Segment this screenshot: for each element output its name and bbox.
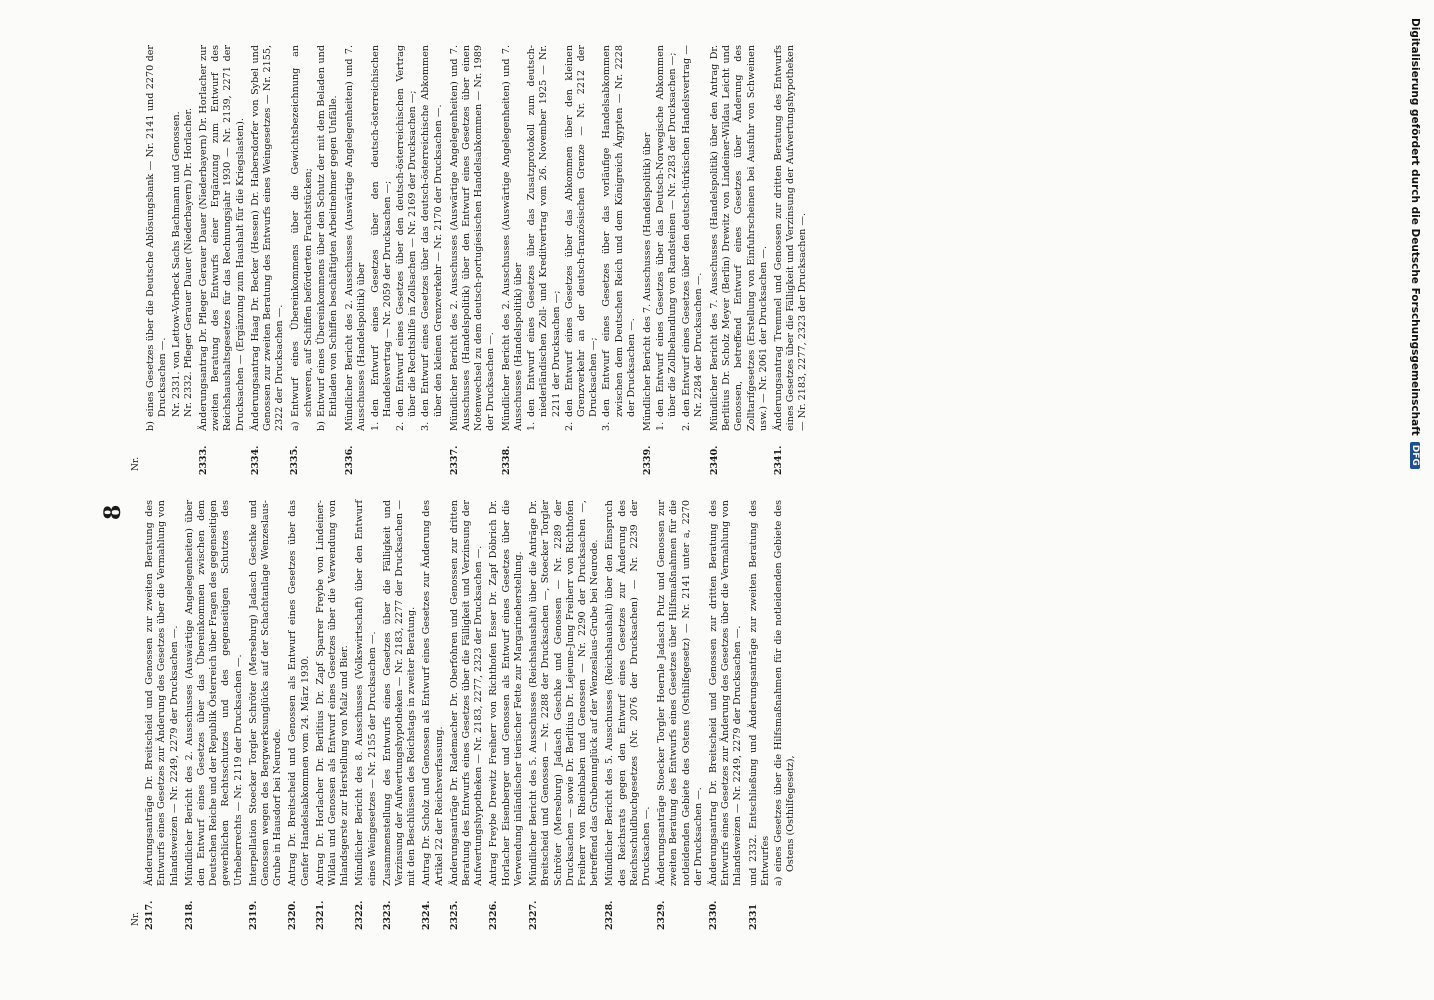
- column-header: Nr.: [131, 911, 141, 926]
- entry-number: 2333.: [198, 445, 210, 475]
- sub-item: [145, 45, 169, 431]
- entry-text: Mündlicher Bericht des 2. Ausschusses (Auswärtige Angelegenheiten) über den Entwurf eines Gesetzes über das Übereinkommen zwischen dem Deutschen Reiche und der Republik Österreich über Fragen des gegenseitigen gewerblichen Rechtsschutzes und des gegenseitigen Schutzes des Urheberrechts — Nr. 2119 der Drucksachen —.: [183, 500, 244, 886]
- entry-body: [604, 500, 653, 886]
- entry-text: Mündlicher Bericht des 2. Ausschusses (Auswärtige Angelegenheiten) und 7. Ausschusses (Handelspolitik) über: [344, 45, 368, 431]
- entry-body: [708, 500, 745, 886]
- list-item: [748, 500, 799, 930]
- sub-item-label: 3.: [601, 421, 613, 431]
- list-item: [421, 500, 445, 930]
- sub-item-label: 1.: [655, 421, 667, 431]
- entry-text: Antrag Dr. Breitscheid und Genossen als Entwurf eines Gesetzes über das Genfer Handelsabkommen vom 24. März 1930.: [287, 500, 311, 886]
- entry-text: Antrag Freybe Drewitz Freiherr von Richthofen Esser Dr. Zapf Döbrich Dr. Horlacher Eisenberger und Genossen als Entwurf eines Gesetzes über die Verwendung inländischer tierischer Fette zur Margarineherstellung.: [488, 500, 524, 886]
- entry-text: Mündlicher Bericht des 8. Ausschusses (Volkswirtschaft) über den Entwurf eines Weingesetzes — Nr. 2155 der Drucksachen —.: [354, 500, 378, 886]
- entry-number: 2324.: [421, 900, 433, 930]
- entry-body: [449, 45, 498, 431]
- sub-item-text: den Entwurf eines Gesetzes über das Deutsch-Norwegische Abkommen über die Zollbehandlung von Randsteinen — Nr. 2283 der Drucksachen —;: [655, 45, 679, 417]
- sub-item-text: den Entwurf eines Gesetzes über den deutsch-österreichischen Handelsvertrag — Nr. 2059 der Drucksachen —;: [369, 45, 393, 417]
- sub-item-text: eines Gesetzes über die Deutsche Ablösungsbank — Nr. 2141 und 2270 der Drucksachen —.: [145, 45, 169, 417]
- entry-body: [344, 45, 446, 431]
- entry-note: Nr. 2332. Pfleger Gerauer Dauer (Niederbayern) Dr. Horlacher.: [182, 107, 194, 417]
- list-item: [604, 500, 653, 930]
- entry-number: 2326.: [488, 900, 500, 930]
- sub-item: [681, 45, 705, 431]
- sub-item-label: 2.: [680, 421, 692, 431]
- entry-number: 2328.: [604, 900, 616, 930]
- entry-number: 2330.: [707, 900, 719, 930]
- right-column: [130, 45, 813, 475]
- entry-body: [656, 500, 705, 886]
- sub-item-label: 3.: [420, 421, 432, 431]
- list-item: [773, 45, 810, 475]
- entry-number: 2321.: [314, 900, 326, 930]
- dfg-watermark: [1408, 0, 1422, 1000]
- entry-text: Mündlicher Bericht des 7. Ausschusses (Handelspolitik) über: [641, 132, 653, 431]
- entry-body: [184, 500, 245, 886]
- list-item: [250, 45, 287, 475]
- page-number: 8: [100, 504, 126, 520]
- entry-body: [289, 45, 341, 431]
- list-item: [656, 500, 705, 930]
- entry-number: [144, 431, 195, 475]
- sub-item: [316, 45, 340, 431]
- list-item: [354, 500, 378, 930]
- entry-text: Antrag Dr. Horlacher Dr. Berlitius Dr. Zapf Sparrer Freybe von Lindeiner-Wildau und Genossen als Entwurf eines Gesetzes über die Verwendung von Inlandsgerste zur Herstellung von Malz und Bier.: [314, 500, 351, 886]
- entry-text: Interpellation Stoecker Torgler Schröter (Merseburg) Jadasch Geschke und Genossen wegen des Bergwerksunglücks auf der Schachtanlage Wenzeslaus-Grube in Hausdorf bei Neurode.: [247, 500, 284, 886]
- entry-text: Mündlicher Bericht des 2. Ausschusses (Auswärtige Angelegenheiten) und 7. Ausschusses (Handelspolitik) über: [500, 45, 524, 431]
- sub-item-label: 2.: [563, 421, 575, 431]
- entry-text: Änderungsantrag Haag Dr. Becker (Hessen) Dr. Habersdorfer von Sybel und Genossen zur zweiten Beratung des Entwurfs eines Weingesetzes — Nr. 2155, 2322 der Drucksachen —.: [249, 45, 286, 431]
- sub-item: [395, 45, 419, 431]
- entry-text: Änderungsanträge Dr. Rademacher Dr. Oberfohren und Genossen zur dritten Beratung des Entwurfs eines Gesetzes über die Fälligkeit und Verzinsung der Aufwertungshypotheken — Nr. 2183, 2277, 2323 der Drucksachen —.: [448, 500, 485, 886]
- list-item: [708, 500, 745, 930]
- list-item: [248, 500, 285, 930]
- entry-number: 2341.: [772, 445, 784, 475]
- sub-item: [526, 45, 563, 431]
- entry-number: 2318.: [183, 900, 195, 930]
- list-item: [198, 45, 247, 475]
- sub-item-text: Entwurf eines Übereinkommens über den Schutz der mit dem Beladen und Entladen von Schiffen beschäftigten Arbeitnehmer gegen Unfälle.: [315, 45, 340, 417]
- sub-item-label: 1.: [369, 421, 381, 431]
- sub-item: [564, 45, 601, 431]
- entry-body: [382, 500, 419, 886]
- entry-number: 2327.: [528, 900, 540, 930]
- list-item: [144, 45, 195, 475]
- sub-item-label: a): [290, 421, 302, 431]
- entry-body: [144, 45, 195, 431]
- sub-item-label: 2.: [395, 421, 407, 431]
- entry-number: 2338.: [500, 445, 512, 475]
- entry-text: Änderungsantrag Tremmel und Genossen zur dritten Beratung des Entwurfs eines Gesetzes über die Fälligkeit und Verzinsung der Aufwertungshypotheken — Nr. 2183, 2277, 2323 der Drucksachen —.: [772, 45, 809, 431]
- list-item: [184, 500, 245, 930]
- column-header: Nr.: [131, 456, 141, 471]
- left-column: [130, 500, 801, 930]
- entry-body: [501, 45, 639, 431]
- list-item: [287, 500, 311, 930]
- entry-body: [250, 45, 287, 431]
- dfg-logo: DFG: [1410, 442, 1420, 469]
- entry-text: Mündlicher Bericht des 5. Ausschusses (Reichshaushalt) über den Einspruch des Reichsrats gegen den Entwurf eines Gesetzes zur Änderung des Reichsschuldbuchgesetzes (Nr. 2076 der Drucksachen) — Nr. 2239 der Drucksachen —.: [604, 500, 652, 886]
- entry-text: Änderungsanträge Dr. Breitscheid und Genossen zur zweiten Beratung des Entwurfs eines Gesetzes zur Änderung des Gesetzes über die Vermahlung von Inlandsweizen — Nr. 2249, 2279 der Drucksachen —.: [144, 500, 180, 886]
- sub-item: [290, 45, 314, 431]
- sub-item: [601, 45, 638, 431]
- sub-item: [370, 45, 394, 431]
- entry-number: 2339.: [641, 445, 653, 475]
- entry-number: 2323.: [381, 900, 393, 930]
- entry-body: [449, 500, 486, 886]
- entry-body: [287, 500, 311, 886]
- sub-item-text: den Entwurf eines Gesetzes über das Abkommen über den kleinen Grenzverkehr an der deutsch-französischen Grenze — Nr. 2212 der Drucksachen —;: [563, 45, 600, 417]
- entry-body: [748, 500, 799, 886]
- list-item: [488, 500, 525, 930]
- sub-item-label: 1.: [526, 421, 538, 431]
- list-item: [144, 500, 181, 930]
- sub-item: [420, 45, 444, 431]
- entry-body: [709, 45, 770, 431]
- list-item: [642, 45, 706, 475]
- sub-item-text: eines Gesetzes über die Hilfsmaßnahmen für die notleidenden Gebiete des Ostens (Osthilfegesetz),: [772, 500, 797, 872]
- entry-number: 2340.: [708, 445, 720, 475]
- entry-number: 2336.: [344, 445, 356, 475]
- entry-text: Antrag Dr. Scholz und Genossen als Entwurf eines Gesetzes zur Änderung des Artikel 22 der Reichsverfassung.: [421, 500, 445, 886]
- entry-number: 2322.: [354, 900, 366, 930]
- entry-text: Mündlicher Bericht des 5. Ausschusses (Reichshaushalt) über die Anträge Dr. Breitscheid und Genossen — Nr. 2288 der Drucksachen —, Stoecker Torgler Schröter (Merseburg) Jadasch Geschke und Genossen — Nr. 2289 der Drucksachen — sowie Dr. Berlitius Dr. Lejeune-Jung Freiherr von Richthofen Freiherr von Rheinbaben und Genossen — Nr. 2290 der Drucksachen —, betreffend das Grubenunglück auf der Wenzeslaus-Grube bei Neurode.: [528, 500, 601, 886]
- sub-item-text: den Entwurf eines Gesetzes über das deutsch-österreichische Abkommen über den kleinen Grenzverkehr — Nr. 2170 der Drucksachen —.: [420, 45, 444, 417]
- list-item: [315, 500, 352, 930]
- entry-body: [421, 500, 445, 886]
- sub-item-label: a): [772, 876, 784, 886]
- sub-item-text: den Entwurf eines Gesetzes über den deutsch-türkischen Handelsvertrag — Nr. 2284 der Drucksachen —.: [680, 45, 704, 417]
- entry-body: [773, 45, 810, 431]
- list-item: [289, 45, 341, 475]
- sub-item: [773, 500, 797, 886]
- list-item: [501, 45, 639, 475]
- sub-item-text: den Entwurf eines Gesetzes über das Zusatzprotokoll zum deutsch-niederländischen Zoll- und Kreditvertrag vom 26. November 1925 — Nr. 2211 der Drucksachen —;: [526, 45, 562, 417]
- entry-text: Änderungsantrag Dr. Breitscheid und Genossen zur dritten Beratung des Entwurfs eines Gesetzes zur Änderung des Gesetzes über die Vermahlung von Inlandsweizen — Nr. 2249, 2279 der Drucksachen —.: [707, 500, 744, 886]
- entry-number: 2334.: [249, 445, 261, 475]
- entry-body: [642, 45, 706, 431]
- sub-item-label: b): [145, 421, 157, 431]
- entry-note: Nr. 2331. von Lettow-Vorbeck Sachs Bachmann und Genossen.: [170, 111, 182, 417]
- entry-body: [354, 500, 378, 886]
- sub-item: [655, 45, 679, 431]
- entry-number: 2319.: [247, 900, 259, 930]
- entry-number: 2337.: [448, 445, 460, 475]
- entry-body: [144, 500, 181, 886]
- sub-item-text: Entwurf eines Übereinkommens über die Gewichtsbezeichnung an schweren, auf Schiffen beförderten Frachtstücken;: [290, 45, 314, 417]
- entry-number: 2331: [747, 903, 759, 930]
- watermark-text: Digitalisierung gefördert durch die Deutsche Forschungsgemeinschaft: [1409, 18, 1421, 436]
- list-item: [709, 45, 770, 475]
- entry-body: [528, 500, 601, 886]
- list-item: [449, 45, 498, 475]
- sub-item-text: den Entwurf eines Gesetzes über den deutsch-österreichischen Vertrag über die Rechtshilfe in Zollsachen — Nr. 2169 der Drucksachen —;: [395, 45, 419, 417]
- entry-number: 2320.: [287, 900, 299, 930]
- sub-item-label: b): [315, 421, 327, 431]
- list-item: [528, 500, 601, 930]
- list-item: [344, 45, 446, 475]
- entry-number: 2335.: [289, 445, 301, 475]
- list-item: [449, 500, 486, 930]
- entry-number: 2317.: [144, 900, 156, 930]
- entry-text: Änderungsantrag Dr. Pfleger Gerauer Dauer (Niederbayern) Dr. Horlacher zur zweiten Beratung des Entwurfs einer Ergänzung zum Entwurf des Reichshaushaltsgesetzes für das Rechnungsjahr 1930 — Nr. 2139, 2271 der Drucksachen — (Ergänzung zum Haushalt für die Kriegslasten).: [198, 45, 246, 431]
- entry-text: Änderungsanträge Stoecker Torgler Hoernle Jadasch Putz und Genossen zur zweiten Beratung des Entwurfs eines Gesetzes über Hilfsmaßnahmen für die notleidenden Gebiete des Ostens (Osthilfegesetz) — Nr. 2141 unter a, 2270 der Drucksachen —.: [656, 500, 704, 886]
- entry-text: Zusammenstellung des Entwurfs eines Gesetzes über die Fälligkeit und Verzinsung der Aufwertungshypotheken — Nr. 2183, 2277 der Drucksachen — mit den Beschlüssen des Reichstags in zweiter Beratung.: [381, 500, 418, 886]
- entry-body: [488, 500, 525, 886]
- sub-item-text: den Entwurf eines Gesetzes über das vorläufige Handelsabkommen zwischen dem Deutschen Reich und dem Königreich Ägypten — Nr. 2228 der Drucksachen —.: [601, 45, 637, 417]
- entry-number: 2329.: [656, 900, 668, 930]
- entry-number: 2325.: [448, 900, 460, 930]
- entry-body: [248, 500, 285, 886]
- entry-text: Mündlicher Bericht des 2. Ausschusses (Auswärtige Angelegenheiten) und 7. Ausschusses (Handelspolitik) über den Entwurf eines Gesetzes über einen Notenwechsel zu dem deutsch-portugiesischen Handelsabkommen — Nr. 1989 der Drucksachen —.: [448, 45, 497, 431]
- entry-text: und 2332. Entschließung und Änderungsanträge zur zweiten Beratung des Entwurfes: [747, 500, 771, 886]
- entry-body: [198, 45, 247, 431]
- list-item: [382, 500, 419, 930]
- entry-text: Mündlicher Bericht des 7. Ausschusses (Handelspolitik) über den Antrag Dr. Berlitius Dr. Scholz Meyer (Berlin) Drewitz von Lindeiner-Wildau Leicht und Genossen, betreffend Entwurf eines Gesetzes über Änderung des Zolltarifgesetzes (Erstellung von Einfuhrscheinen bei Ausfuhr von Schweinen usw.) — Nr. 2061 der Drucksachen —.: [708, 45, 769, 431]
- entry-body: [315, 500, 352, 886]
